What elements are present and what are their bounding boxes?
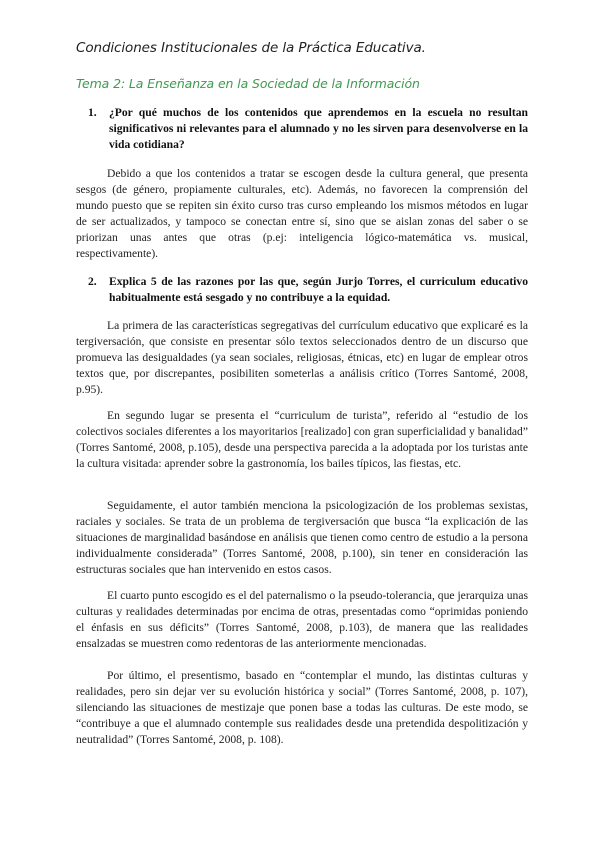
answer-2-paragraph-1: La primera de las características segregativas del currículum educativo que explicaré es la tergiversación, que consiste en presentar sólo textos seleccionados dentro de un discurso que promueva las desigualdades (ya sean sociales, religiosas, étnicas, etc) en lugar de emplear otros textos que, por discrepantes, posibiliten someterlas a análisis crítico (Torres Santomé, 2008, p.95). xyxy=(76,319,528,396)
question-text: ¿Por qué muchos de los contenidos que aprendemos en la escuela no resultan significativos ni relevantes para el alumnado y no les sirven para desenvolverse en la vida cotidiana? xyxy=(109,106,528,151)
question-1 xyxy=(88,105,528,153)
document-title: Condiciones Institucionales de la Práctica Educativa. xyxy=(76,40,426,56)
answer-2-paragraph-4: El cuarto punto escogido es el del paternalismo o la pseudo-tolerancia, que jerarquiza unas culturas y realidades determinadas por encima de otras, presentadas como “oprimidas poniendo el énfasis en sus déficits” (Torres Santomé, 2008, p.103), de manera que las realidades ensalzadas se muestren como redentoras de las anteriormente mencionadas. xyxy=(76,589,528,650)
question-number: 2. xyxy=(88,275,97,288)
question-text: Explica 5 de las razones por las que, según Jurjo Torres, el curriculum educativo habitualmente está sesgado y no contribuye a la equidad. xyxy=(109,275,528,304)
question-number: 1. xyxy=(88,106,97,119)
topic-heading: Tema 2: La Enseñanza en la Sociedad de la Información xyxy=(76,76,420,91)
question-2 xyxy=(88,274,528,306)
answer-2-paragraph-2: En segundo lugar se presenta el “curriculum de turista”, referido al “estudio de los colectivos sociales diferentes a los mayoritarios [realizado] con gran superficialidad y banalidad” (Torres Santomé, 2008, p.105), desde una perspectiva parecida a la adoptada por los turistas ante la cultura visitada: aprender sobre la gastronomía, los bailes típicos, las fiestas, etc. xyxy=(76,409,528,470)
answer-2-paragraph-5: Por último, el presentismo, basado en “contemplar el mundo, las distintas culturas y realidades, pero sin dejar ver su evolución histórica y social” (Torres Santomé, 2008, p. 107), silenciando las situaciones de mestizaje que ponen base a todas las culturas. De este modo, se “contribuye a que el alumnado contemple sus realidades desde una pretendida despolitización y neutralidad” (Torres Santomé, 2008, p. 108). xyxy=(76,669,528,746)
answer-1-paragraph: Debido a que los contenidos a tratar se escogen desde la cultura general, que presenta sesgos (de género, propiamente culturales, etc). Además, no favorecen la comprensión del mundo puesto que se repiten sin éxito curso tras curso empleando los mismos métodos en lugar de ser actualizados, y tampoco se conectan entre sí, sino que se aislan zonas del saber o se priorizan unas antes que otras (p.ej: inteligencia lógico-matemática vs. musical, respectivamente). xyxy=(76,167,528,260)
answer-2-paragraph-3: Seguidamente, el autor también menciona la psicologización de los problemas sexistas, raciales y sociales. Se trata de un problema de tergiversación que busca “la explicación de las situaciones de marginalidad basándose en análisis que tienen como centro de estudio a la persona individualmente considerada” (Torres Santomé, 2008, p.100), sin tener en consideración las estructuras sociales que han intervenido en estos casos. xyxy=(76,499,528,576)
